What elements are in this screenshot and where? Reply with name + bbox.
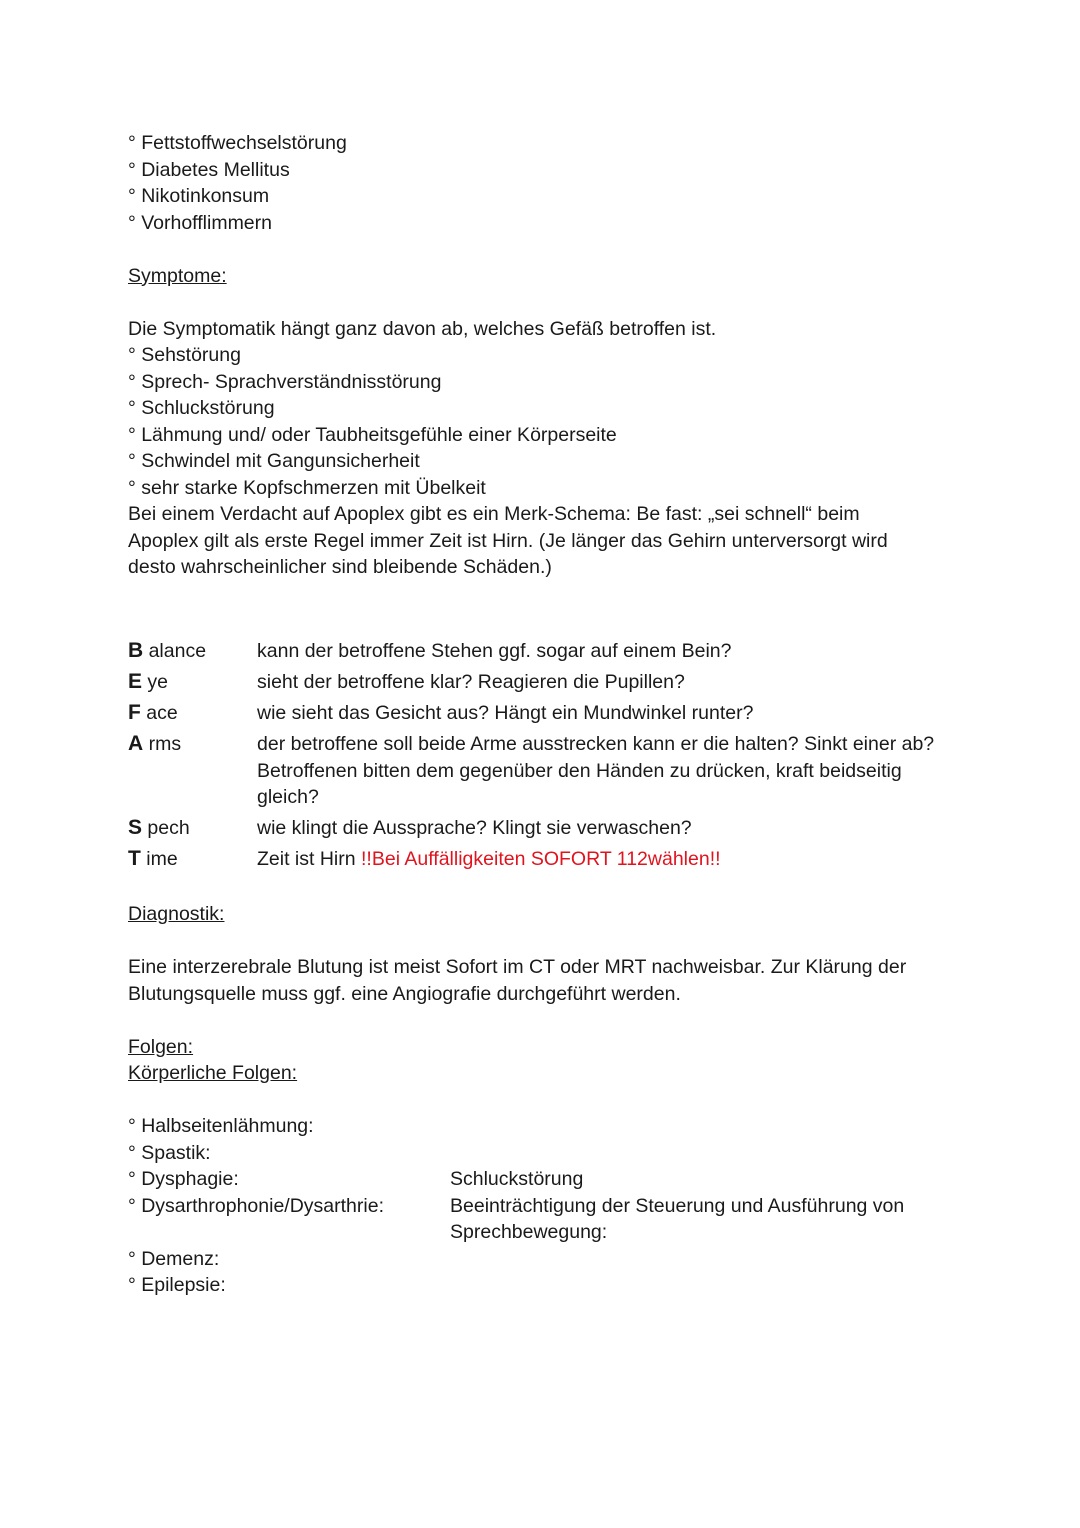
befast-letter: F xyxy=(128,701,141,724)
befast-key xyxy=(128,815,190,841)
symptom-bullet: ° Schluckstörung xyxy=(128,397,275,419)
befast-time-text: Zeit ist Hirn xyxy=(257,848,362,870)
befast-letter: A xyxy=(128,732,144,755)
befast-word: ye xyxy=(142,671,169,693)
befast-key xyxy=(128,638,206,664)
befast-text: wie klingt die Aussprache? Klingt sie verwaschen? xyxy=(257,817,692,839)
symptome-heading: Symptome: xyxy=(128,264,227,287)
folgen-heading: Folgen: xyxy=(128,1035,194,1058)
befast-word: pech xyxy=(142,817,190,839)
befast-key xyxy=(128,700,178,726)
symptom-bullet: ° sehr starke Kopfschmerzen mit Übelkeit xyxy=(128,476,486,499)
folgen-item-label: ° Demenz: xyxy=(128,1247,220,1270)
koerperliche-folgen-heading: Körperliche Folgen: xyxy=(128,1062,298,1084)
diagnostik-line: Eine interzerebrale Blutung ist meist Sofort im CT oder MRT nachweisbar. Zur Klärung der xyxy=(128,956,907,978)
befast-letter: E xyxy=(128,670,143,693)
folgen-item-desc: Beeinträchtigung der Steuerung und Ausführung von Sprechbewegung: xyxy=(450,1194,905,1243)
folgen-item-label: ° Dysphagie: xyxy=(128,1168,239,1190)
apoplex-note-line: Apoplex gilt als erste Regel immer Zeit ist Hirn. (Je länger das Gehirn unterversorgt wird xyxy=(128,529,888,552)
symptome-intro: Die Symptomatik hängt ganz davon ab, welches Gefäß betroffen ist. xyxy=(128,317,717,340)
diagnostik-heading: Diagnostik: xyxy=(128,903,225,925)
folgen-item-label: ° Dysarthrophonie/Dysarthrie: xyxy=(128,1194,384,1217)
risk-bullet: ° Diabetes Mellitus xyxy=(128,158,290,181)
befast-word: rms xyxy=(143,733,182,755)
befast-word: ace xyxy=(140,702,178,724)
befast-letter: T xyxy=(128,847,141,870)
folgen-item-label: ° Epilepsie: xyxy=(128,1274,226,1296)
befast-letter: B xyxy=(128,639,144,662)
risk-bullet: ° Vorhofflimmern xyxy=(128,211,272,234)
befast-key xyxy=(128,846,178,872)
diagnostik-line: Blutungsquelle muss ggf. eine Angiografie durchgeführt werden. xyxy=(128,982,681,1005)
apoplex-note-line: Bei einem Verdacht auf Apoplex gibt es ein Merk-Schema: Be fast: „sei schnell“ beim xyxy=(128,503,860,525)
befast-text: der betroffene soll beide Arme ausstrecken kann er die halten? Sinkt einer ab? Betroffenen bitten dem gegenüber den Händen zu drücken, kraft beidseitig gleich? xyxy=(257,733,935,808)
folgen-item-label: ° Spastik: xyxy=(128,1141,211,1164)
symptom-bullet: ° Sehstörung xyxy=(128,344,241,366)
risk-bullet: ° Nikotinkonsum xyxy=(128,185,270,207)
symptom-bullet: ° Schwindel mit Gangunsicherheit xyxy=(128,450,420,472)
befast-key xyxy=(128,731,181,757)
risk-bullet: ° Fettstoffwechselstörung xyxy=(128,132,347,154)
befast-word: alance xyxy=(143,640,207,662)
befast-text xyxy=(257,846,937,873)
befast-letter: S xyxy=(128,816,143,839)
befast-text: sieht der betroffene klar? Reagieren die Pupillen? xyxy=(257,671,685,693)
symptom-bullet: ° Sprech- Sprachverständnisstörung xyxy=(128,370,442,393)
befast-key xyxy=(128,669,168,695)
symptom-bullet: ° Lähmung und/ oder Taubheitsgefühle einer Körperseite xyxy=(128,423,617,446)
befast-word: ime xyxy=(140,848,178,870)
folgen-item-label: ° Halbseitenlähmung: xyxy=(128,1115,314,1137)
emergency-alert: !!Bei Auffälligkeiten SOFORT 112wählen!! xyxy=(361,848,721,870)
befast-text: kann der betroffene Stehen ggf. sogar auf einem Bein? xyxy=(257,640,732,662)
apoplex-note-line: desto wahrscheinlicher sind bleibende Schäden.) xyxy=(128,556,552,578)
befast-text: wie sieht das Gesicht aus? Hängt ein Mundwinkel runter? xyxy=(257,702,754,724)
folgen-item-desc: Schluckstörung xyxy=(450,1168,584,1190)
